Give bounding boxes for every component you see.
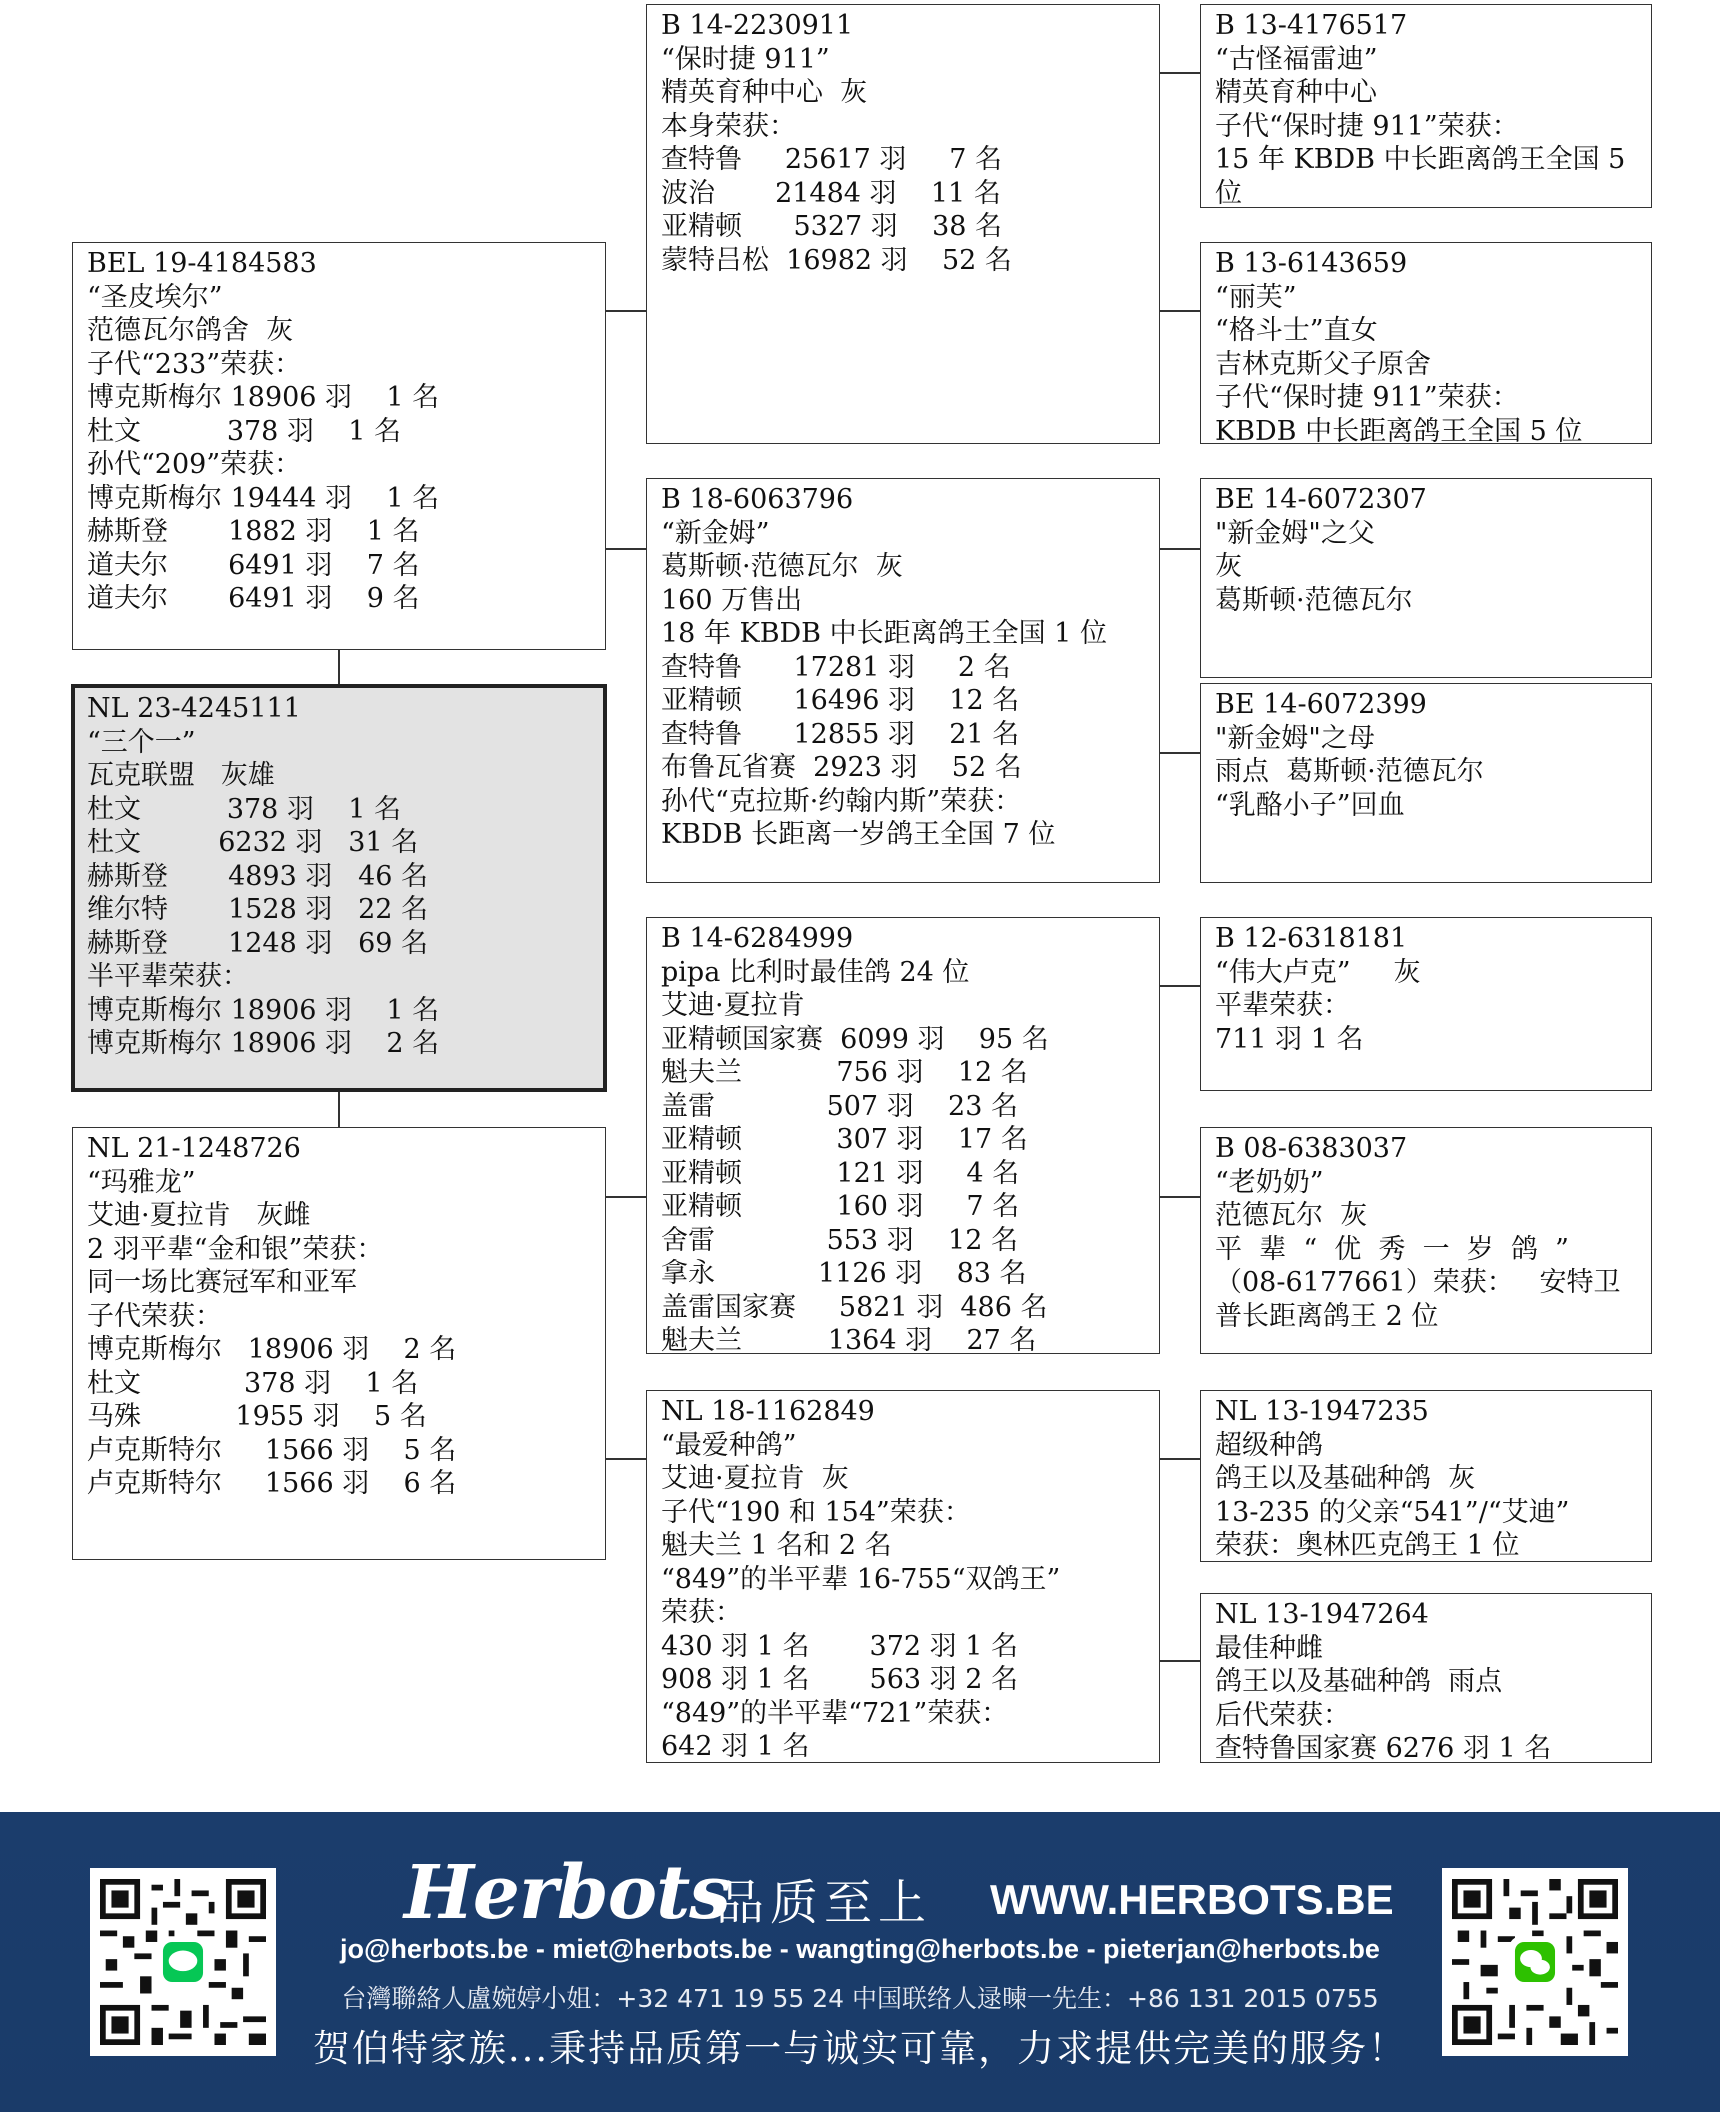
pedigree-line: 子代“190 和 154”荣获：	[661, 1496, 971, 1528]
pedigree-line: 波治 21484 羽 11 名	[661, 177, 1001, 209]
pedigree-line: 博克斯梅尔 18906 羽 1 名	[87, 994, 440, 1026]
pedigree-line: “玛雅龙”	[87, 1166, 196, 1198]
pedigree-line: 葛斯顿·范德瓦尔	[1215, 584, 1413, 616]
ring-number: BEL 19-4184583	[87, 248, 317, 279]
ring-number: NL 13-1947235	[1215, 1396, 1429, 1427]
pedigree-line: 子代“233”荣获：	[87, 348, 302, 380]
pedigree-line: 亚精顿 121 羽 4 名	[661, 1157, 1020, 1189]
pedigree-line: 范德瓦尔鸽舍 灰	[87, 315, 294, 346]
connector-line	[1160, 1458, 1200, 1460]
dam-sire-box	[646, 917, 1160, 1354]
pedigree-line: 艾迪·夏拉肯	[661, 990, 805, 1021]
pedigree-line: 子代“保时捷 911”荣获：	[1215, 382, 1519, 413]
pedigree-line: 赫斯登 1248 羽 69 名	[87, 927, 429, 959]
sire-box	[72, 242, 606, 650]
pedigree-line: 160 万售出	[661, 584, 803, 616]
pedigree-line: 亚精顿国家赛 6099 羽 95 名	[661, 1023, 1049, 1055]
ring-number: B 13-4176517	[1215, 10, 1408, 41]
connector-line	[1160, 1660, 1200, 1662]
pedigree-line: 杜文 378 羽 1 名	[87, 415, 402, 447]
pedigree-line: “新金姆”	[661, 517, 770, 549]
pedigree-line: 艾迪·夏拉肯 灰	[661, 1463, 849, 1494]
family-motto: 贺伯特家族...秉持品质第一与诚实可靠，力求提供完美的服务！	[312, 2027, 1408, 2070]
pedigree-line: 18 年 KBDB 中长距离鸽王全国 1 位	[661, 618, 1107, 649]
pedigree-line: pipa 比利时最佳鸽 24 位	[661, 956, 970, 988]
email-contacts[interactable]: jo@herbots.be - miet@herbots.be - wangting@herbots.be - pieterjan@herbots.be	[340, 1934, 1380, 1964]
slogan: 品质至上	[716, 1875, 933, 1931]
pedigree-line: “丽芙”	[1215, 281, 1297, 313]
pedigree-line: （08-6177661）荣获： 安特卫	[1215, 1267, 1621, 1298]
ds-dam-box	[1200, 1127, 1652, 1354]
pedigree-line: 查特鲁 12855 羽 21 名	[661, 718, 1020, 750]
subject-box	[71, 684, 607, 1092]
pedigree-line: “伟大卢克” 灰	[1215, 956, 1421, 988]
herbots-logo[interactable]: Herbots	[404, 1850, 730, 1936]
pedigree-line: 13-235 的父亲“541”/“艾迪”	[1215, 1496, 1570, 1528]
connector-line	[606, 310, 646, 312]
dam-dam-box	[646, 1390, 1160, 1763]
ring-number: NL 23-4245111	[87, 693, 301, 724]
pedigree-line: 赫斯登 1882 羽 1 名	[87, 516, 420, 547]
ring-number: B 14-2230911	[661, 10, 854, 41]
pedigree-line: 子代荣获：	[87, 1300, 222, 1332]
pedigree-line: 查特鲁 25617 羽 7 名	[661, 144, 1003, 175]
pedigree-line: “格斗士”直女	[1215, 315, 1378, 346]
dd-sire-box	[1200, 1390, 1652, 1562]
connector-line	[1160, 548, 1200, 550]
pedigree-line: 博克斯梅尔 18906 羽 1 名	[87, 382, 440, 413]
connector-line	[1160, 72, 1200, 74]
pedigree-line: 430 羽 1 名 372 羽 1 名	[661, 1630, 1018, 1662]
ring-number: B 14-6284999	[661, 923, 854, 954]
pedigree-line: “最爱种鸽”	[661, 1429, 797, 1461]
pedigree-line: “保时捷 911”	[661, 43, 830, 75]
ring-number: B 08-6383037	[1215, 1133, 1408, 1164]
pedigree-line: 灰	[1215, 551, 1242, 582]
pedigree-line: 道夫尔 6491 羽 9 名	[87, 583, 420, 614]
pedigree-line: 范德瓦尔 灰	[1215, 1200, 1368, 1231]
connector-line	[1160, 1196, 1200, 1198]
pedigree-line: KBDB 长距离一岁鸽王全国 7 位	[661, 819, 1056, 850]
connector-line	[338, 1092, 340, 1127]
connector-line	[338, 650, 340, 684]
qr-code-image	[1452, 1878, 1618, 2046]
sd-dam-box	[1200, 683, 1652, 883]
pedigree-line: 最佳种雌	[1215, 1632, 1323, 1664]
pedigree-line: 博克斯梅尔 19444 羽 1 名	[87, 482, 440, 514]
dam-box	[72, 1127, 606, 1560]
pedigree-line: 孙代“209”荣获：	[87, 449, 302, 480]
pedigree-line: 瓦克联盟 灰雄	[87, 760, 275, 791]
pedigree-line: “三个一”	[87, 726, 196, 758]
pedigree-line: 后代荣获：	[1215, 1699, 1350, 1731]
pedigree-line: 亚精顿 160 羽 7 名	[661, 1191, 1020, 1222]
pedigree-line: 魁夫兰 756 羽 12 名	[661, 1057, 1028, 1088]
sire-sire-box	[646, 4, 1160, 444]
ring-number: B 18-6063796	[661, 484, 854, 515]
footer-banner	[0, 1812, 1720, 2112]
ss-dam-box	[1200, 242, 1652, 444]
ring-number: B 12-6318181	[1215, 923, 1408, 954]
connector-line	[1160, 752, 1200, 754]
connector-line	[606, 548, 646, 550]
ring-number: NL 13-1947264	[1215, 1599, 1429, 1630]
pedigree-line: “圣皮埃尔”	[87, 281, 223, 313]
pedigree-line: 查特鲁国家赛 6276 羽 1 名	[1215, 1733, 1552, 1763]
pedigree-line: 盖雷国家赛 5821 羽 486 名	[661, 1291, 1048, 1323]
qr-code-wechat[interactable]	[1442, 1868, 1628, 2056]
connector-line	[1160, 985, 1200, 987]
pedigree-line: 维尔特 1528 羽 22 名	[87, 894, 429, 925]
pedigree-line: 蒙特吕松 16982 羽 52 名	[661, 244, 1012, 276]
pedigree-line: 赫斯登 4893 羽 46 名	[87, 860, 429, 892]
pedigree-line: “乳酪小子”回血	[1215, 789, 1405, 821]
pedigree-line: "新金姆"之父	[1215, 517, 1375, 549]
wechat-icon	[1515, 1942, 1555, 1982]
pedigree-line: 舍雷 553 羽 12 名	[661, 1224, 1018, 1256]
pedigree-line: 杜文 6232 羽 31 名	[87, 827, 419, 858]
pedigree-line: “老奶奶”	[1215, 1166, 1324, 1198]
pedigree-line: 杜文 378 羽 1 名	[87, 1367, 419, 1399]
pedigree-line: 位	[1215, 177, 1242, 208]
pedigree-line: 精英育种中心	[1215, 77, 1377, 108]
pedigree-line: "新金姆"之母	[1215, 722, 1375, 754]
pedigree-line: 本身荣获：	[661, 110, 796, 142]
ds-sire-box	[1200, 917, 1652, 1091]
connector-line	[606, 1458, 646, 1460]
pedigree-line: 超级种鸽	[1215, 1429, 1323, 1461]
pedigree-line: 吉林克斯父子原舍	[1215, 348, 1431, 380]
pedigree-line: 642 羽 1 名	[661, 1731, 810, 1762]
pedigree-line: 雨点 葛斯顿·范德瓦尔	[1215, 756, 1484, 787]
pedigree-line: 平 辈 “ 优 秀 一 岁 鸽 ”	[1215, 1233, 1569, 1265]
pedigree-line: 鸽王以及基础种鸽 灰	[1215, 1463, 1476, 1494]
sd-sire-box	[1200, 478, 1652, 678]
pedigree-line: 2 羽平辈“金和银”荣获：	[87, 1233, 384, 1265]
pedigree-line: 魁夫兰 1364 羽 27 名	[661, 1325, 1037, 1354]
pedigree-line: 马殊 1955 羽 5 名	[87, 1401, 427, 1432]
pedigree-line: 子代“保时捷 911”荣获：	[1215, 110, 1519, 142]
connector-line	[606, 1196, 646, 1198]
connector-line	[1160, 310, 1200, 312]
pedigree-line: 博克斯梅尔 18906 羽 2 名	[87, 1028, 440, 1059]
pedigree-line: 同一场比赛冠军和亚军	[87, 1267, 357, 1298]
pedigree-line: 道夫尔 6491 羽 7 名	[87, 549, 420, 581]
pedigree-line: 15 年 KBDB 中长距离鸽王全国 5	[1215, 144, 1626, 175]
pedigree-line: 亚精顿 5327 羽 38 名	[661, 211, 1003, 242]
pedigree-line: KBDB 中长距离鸽王全国 5 位	[1215, 415, 1583, 444]
pedigree-line: 孙代“克拉斯·约翰内斯”荣获：	[661, 785, 1022, 817]
ring-number: BE 14-6072307	[1215, 484, 1427, 515]
ss-sire-box	[1200, 4, 1652, 208]
pedigree-line: 魁夫兰 1 名和 2 名	[661, 1530, 892, 1561]
pedigree-line: 鸽王以及基础种鸽 雨点	[1215, 1666, 1503, 1697]
pedigree-line: 精英育种中心 灰	[661, 77, 868, 108]
pedigree-line: 葛斯顿·范德瓦尔 灰	[661, 551, 903, 582]
pedigree-line: 盖雷 507 羽 23 名	[661, 1090, 1018, 1122]
pedigree-line: 卢克斯特尔 1566 羽 6 名	[87, 1468, 457, 1499]
pedigree-line: 908 羽 1 名 563 羽 2 名	[661, 1664, 1018, 1695]
pedigree-line: 平辈荣获：	[1215, 990, 1350, 1021]
pedigree-line: 杜文 378 羽 1 名	[87, 793, 402, 825]
pedigree-line: 博克斯梅尔 18906 羽 2 名	[87, 1334, 457, 1365]
pedigree-line: “849”的半平辈 16-755“双鸽王”	[661, 1563, 1061, 1595]
dd-dam-box	[1200, 1593, 1652, 1763]
sire-dam-box	[646, 478, 1160, 883]
pedigree-line: “849”的半平辈“721”荣获：	[661, 1697, 1009, 1729]
brand-row	[400, 1848, 1394, 1938]
pedigree-line: 普长距离鸽王 2 位	[1215, 1300, 1439, 1332]
pedigree-line: 711 羽 1 名	[1215, 1023, 1364, 1055]
pedigree-line: 荣获：奥林匹克鸽王 1 位	[1215, 1530, 1520, 1561]
pedigree-line: 查特鲁 17281 羽 2 名	[661, 651, 1011, 683]
pedigree-line: 半平辈荣获：	[87, 961, 249, 992]
pedigree-line: 荣获：	[661, 1597, 742, 1628]
ring-number: B 13-6143659	[1215, 248, 1408, 279]
ring-number: NL 21-1248726	[87, 1133, 301, 1164]
pedigree-line: 卢克斯特尔 1566 羽 5 名	[87, 1434, 457, 1466]
pedigree-line: 艾迪·夏拉肯 灰雌	[87, 1200, 311, 1231]
pedigree-line: “古怪福雷迪”	[1215, 43, 1378, 75]
pedigree-line: 拿永 1126 羽 83 名	[661, 1258, 1027, 1289]
pedigree-line: 亚精顿 16496 羽 12 名	[661, 685, 1020, 716]
pedigree-line: 布鲁瓦省赛 2923 羽 52 名	[661, 752, 1022, 783]
website-link[interactable]: WWW.HERBOTS.BE	[990, 1876, 1394, 1923]
phone-contacts: 台灣聯絡人盧婉婷小姐：+32 471 19 55 24 中国联络人逯暕一先生：+86 131 2015 0755	[341, 1984, 1379, 2013]
pedigree-line: 亚精顿 307 羽 17 名	[661, 1124, 1028, 1155]
ring-number: NL 18-1162849	[661, 1396, 875, 1427]
ring-number: BE 14-6072399	[1215, 689, 1427, 720]
